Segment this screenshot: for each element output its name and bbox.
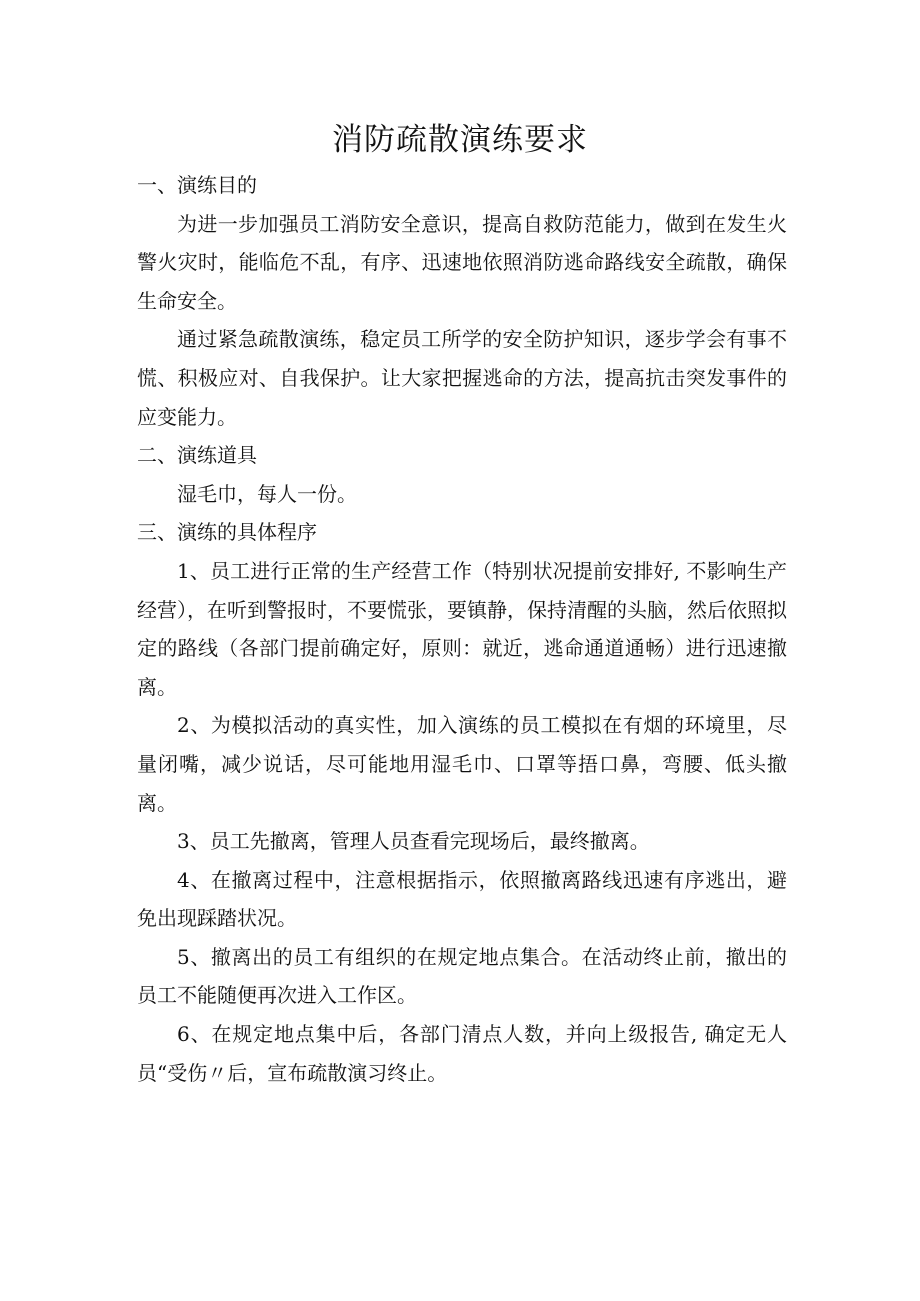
procedure-item-5: 5、撤离出的员工有组织的在规定地点集合。在活动终止前，撤出的员工不能随便再次进入工作区。 <box>137 944 787 1008</box>
section-heading-props: 二、演练道具 <box>137 443 257 468</box>
procedure-item-6: 6、在规定地点集中后，各部门清点人数，并向上级报告, 确定无人员“受伤〃后，宣布疏散演习终止。 <box>137 1022 787 1085</box>
procedure-item-4-text: 4、在撤离过程中，注意根据指示，依照撤离路线 <box>177 867 623 892</box>
purpose-paragraph-1: 为进一步加强员工消防安全意识，提高自救防范能力，做到在发生火警火灾时，能临危不乱，有序、迅速地依照消防逃命路线安全疏散，确保生命安全。 <box>137 211 787 313</box>
procedure-item-4-emphasis: 迅速有 <box>622 867 685 892</box>
props-paragraph: 湿毛巾，每人一份。 <box>177 481 357 506</box>
procedure-item-1: 1、员工进行正常的生产经营工作（特别状况提前安排好, 不影响生产经营），在听到警报时，不要慌张，要镇静，保持清醒的头脑，然后依照拟定的路线（各部门提前确定好，原则：就近，逃命通道通畅）进行迅速撤离。 <box>137 558 787 699</box>
procedure-item-3: 3、员工先撤离，管理人员查看完现场后，最终撤离。 <box>177 829 650 854</box>
document-title: 消防疏散演练要求 <box>332 122 588 158</box>
section-heading-purpose: 一、演练目的 <box>137 173 257 197</box>
document-body <box>137 166 787 1092</box>
procedure-item-4 <box>137 861 787 938</box>
procedure-item-2-text: 2、为模拟活动的真实性，加入演练的员工模拟在有烟的环境里，尽量闭嘴，减少说话，尽可能地用湿毛巾、口罩等 <box>137 713 787 776</box>
procedure-item-4-text-end: 序逃出，避免出现踩踏状况。 <box>137 867 788 931</box>
section-heading-procedure: 三、演练的具体程序 <box>137 520 317 545</box>
procedure-item-2-emphasis: 捂口鼻，弯腰、低头撤离。 <box>137 751 787 815</box>
procedure-item-2 <box>137 706 787 822</box>
purpose-paragraph-2: 通过紧急疏散演练，稳定员工所学的安全防护知识，逐步学会有事不慌、积极应对、自我保护。让大家把握逃命的方法，提高抗击突发事件的应变能力。 <box>137 327 787 429</box>
